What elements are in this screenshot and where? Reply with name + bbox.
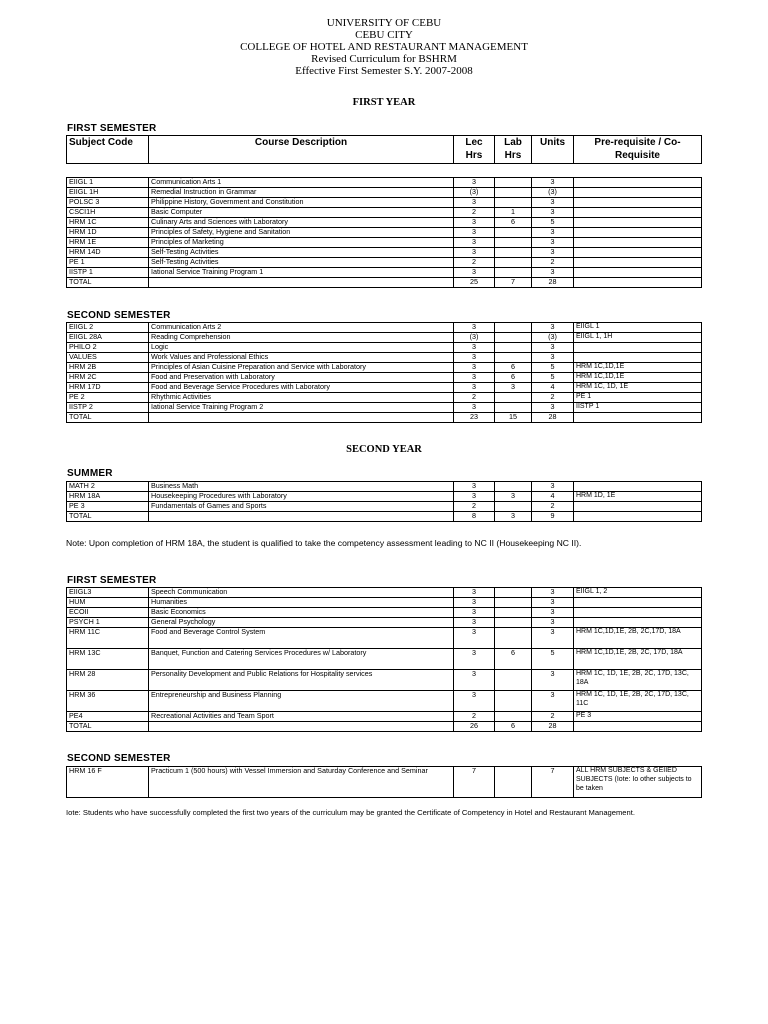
cell-lec-hrs: (3) [454, 188, 495, 198]
table-row [67, 373, 702, 383]
city-name: CEBU CITY [355, 29, 413, 41]
table-row [67, 383, 702, 393]
cell-course-description: Business Math [149, 482, 454, 492]
cell-units: 5 [532, 649, 574, 670]
table-row [67, 767, 702, 798]
cell-lab-hrs [495, 618, 532, 628]
cell-units: 3 [532, 588, 574, 598]
cell-prerequisite [574, 188, 702, 198]
cell-units: 3 [532, 228, 574, 238]
cell-lec-hrs: 8 [454, 512, 495, 522]
total-row [67, 512, 702, 522]
cell-prerequisite [574, 598, 702, 608]
cell-course-description: Basic Computer [149, 208, 454, 218]
curriculum-title: Revised Curriculum for BSHRM [311, 53, 457, 65]
cell-course-description: Rhythmic Activities [149, 393, 454, 403]
cell-course-description: Principles of Safety, Hygiene and Sanitation [149, 228, 454, 238]
cell-subject-code: PE4 [67, 712, 149, 722]
table-row [67, 248, 702, 258]
cell-prerequisite [574, 512, 702, 522]
cell-prerequisite [574, 722, 702, 732]
cell-prerequisite [574, 238, 702, 248]
y2-first-semester-table [66, 587, 702, 732]
cell-units: 3 [532, 343, 574, 353]
cell-subject-code: EIIGL 2 [67, 323, 149, 333]
cell-units: 3 [532, 198, 574, 208]
cell-prerequisite [574, 343, 702, 353]
cell-course-description: Entrepreneurship and Business Planning [149, 691, 454, 712]
cell-lab-hrs [495, 268, 532, 278]
cell-course-description: Self-Testing Activities [149, 258, 454, 268]
table-row [67, 628, 702, 649]
cell-units: 2 [532, 502, 574, 512]
cell-subject-code: PE 2 [67, 393, 149, 403]
cell-units: 3 [532, 323, 574, 333]
cell-course-description: Practicum 1 (500 hours) with Vessel Immersion and Saturday Conference and Seminar [149, 767, 454, 798]
cell-lab-hrs: 7 [495, 278, 532, 288]
cell-course-description: Logic [149, 343, 454, 353]
cell-course-description: Philippine History, Government and Constitution [149, 198, 454, 208]
cell-lec-hrs: 3 [454, 323, 495, 333]
col-lec-hrs: Lec Hrs [454, 136, 495, 164]
cell-subject-code: EIIGL 28A [67, 333, 149, 343]
cell-subject-code: TOTAL [67, 512, 149, 522]
cell-units: 28 [532, 278, 574, 288]
cell-lec-hrs: 3 [454, 598, 495, 608]
cell-lec-hrs: 7 [454, 767, 495, 798]
cell-subject-code: VALUES [67, 353, 149, 363]
cell-units: 3 [532, 238, 574, 248]
cell-units: 3 [532, 248, 574, 258]
cell-units: 3 [532, 482, 574, 492]
cell-course-description [149, 413, 454, 423]
cell-lab-hrs: 15 [495, 413, 532, 423]
cell-lab-hrs [495, 333, 532, 343]
cell-prerequisite: HRM 1D, 1E [574, 492, 702, 502]
cell-prerequisite [574, 178, 702, 188]
cell-prerequisite [574, 618, 702, 628]
cell-lec-hrs: 3 [454, 248, 495, 258]
cell-lab-hrs [495, 188, 532, 198]
summer-title: SUMMER [67, 468, 113, 479]
table-row [67, 258, 702, 268]
cell-lec-hrs: 3 [454, 238, 495, 248]
cell-units: 3 [532, 618, 574, 628]
cell-prerequisite [574, 258, 702, 268]
cell-lab-hrs: 6 [495, 218, 532, 228]
y1-first-semester-title: FIRST SEMESTER [67, 123, 157, 134]
cell-course-description: Speech Communication [149, 588, 454, 598]
cell-subject-code: HRM 16 F [67, 767, 149, 798]
cell-prerequisite: HRM 1C, 1D, 1E [574, 383, 702, 393]
y1-first-semester-table [66, 177, 702, 288]
cell-lab-hrs [495, 482, 532, 492]
cell-lab-hrs [495, 608, 532, 618]
total-row [67, 278, 702, 288]
table-row [67, 502, 702, 512]
cell-prerequisite [574, 218, 702, 228]
cell-lab-hrs [495, 323, 532, 333]
cell-lec-hrs: 3 [454, 383, 495, 393]
cell-lab-hrs [495, 502, 532, 512]
cell-course-description [149, 722, 454, 732]
table-row [67, 333, 702, 343]
cell-units: 3 [532, 628, 574, 649]
cell-lec-hrs: 3 [454, 588, 495, 598]
cell-subject-code: TOTAL [67, 278, 149, 288]
cell-subject-code: HUM [67, 598, 149, 608]
cell-lab-hrs: 3 [495, 492, 532, 502]
cell-lec-hrs: 3 [454, 198, 495, 208]
cell-subject-code: HRM 14D [67, 248, 149, 258]
cell-subject-code: ECOII [67, 608, 149, 618]
cell-lab-hrs: 3 [495, 512, 532, 522]
cell-lab-hrs [495, 248, 532, 258]
cell-prerequisite [574, 208, 702, 218]
cell-lab-hrs: 6 [495, 722, 532, 732]
cell-lab-hrs [495, 258, 532, 268]
cell-course-description: Food and Beverage Service Procedures with Laboratory [149, 383, 454, 393]
cell-lab-hrs [495, 198, 532, 208]
cell-units: 5 [532, 218, 574, 228]
table-row [67, 670, 702, 691]
cell-lab-hrs: 6 [495, 373, 532, 383]
cell-subject-code: HRM 28 [67, 670, 149, 691]
cell-prerequisite [574, 248, 702, 258]
cell-units: 3 [532, 691, 574, 712]
y1-second-semester-title: SECOND SEMESTER [67, 310, 171, 321]
cell-subject-code: TOTAL [67, 722, 149, 732]
cell-prerequisite [574, 278, 702, 288]
cell-course-description: Self-Testing Activities [149, 248, 454, 258]
y1-first-semester-header [66, 135, 702, 164]
cell-subject-code: MATH 2 [67, 482, 149, 492]
cell-course-description: Iational Service Training Program 1 [149, 268, 454, 278]
cell-lec-hrs: 3 [454, 618, 495, 628]
cell-units: 5 [532, 373, 574, 383]
cell-lec-hrs: 3 [454, 492, 495, 502]
cell-subject-code: HRM 1E [67, 238, 149, 248]
cell-subject-code: TOTAL [67, 413, 149, 423]
cell-lec-hrs: 23 [454, 413, 495, 423]
table-row [67, 323, 702, 333]
cell-lec-hrs: 2 [454, 393, 495, 403]
cell-subject-code: HRM 13C [67, 649, 149, 670]
cell-lab-hrs [495, 238, 532, 248]
total-row [67, 413, 702, 423]
cell-lab-hrs [495, 691, 532, 712]
cell-subject-code: HRM 36 [67, 691, 149, 712]
certificate-note: Iote: Students who have successfully completed the first two years of the curriculum may be granted the Certificate of Competency in Hotel and Restaurant Management. [66, 808, 635, 817]
total-row [67, 722, 702, 732]
cell-lab-hrs [495, 228, 532, 238]
table-row [67, 691, 702, 712]
cell-prerequisite [574, 413, 702, 423]
cell-lab-hrs [495, 767, 532, 798]
cell-prerequisite: HRM 1C,1D,1E, 2B, 2C, 17D, 18A [574, 649, 702, 670]
cell-course-description [149, 512, 454, 522]
cell-prerequisite: HRM 1C,1D,1E [574, 363, 702, 373]
cell-units: 3 [532, 268, 574, 278]
cell-prerequisite [574, 502, 702, 512]
cell-prerequisite: HRM 1C,1D,1E [574, 373, 702, 383]
table-row [67, 343, 702, 353]
cell-lec-hrs: 3 [454, 691, 495, 712]
cell-lec-hrs: 3 [454, 649, 495, 670]
cell-lec-hrs: 3 [454, 482, 495, 492]
y2-first-semester-title: FIRST SEMESTER [67, 575, 157, 586]
cell-lab-hrs [495, 353, 532, 363]
cell-lab-hrs: 6 [495, 649, 532, 670]
cell-prerequisite: HRM 1C,1D,1E, 2B, 2C,17D, 18A [574, 628, 702, 649]
table-row [67, 588, 702, 598]
cell-units: 2 [532, 393, 574, 403]
cell-subject-code: HRM 1D [67, 228, 149, 238]
y2-second-semester-table [66, 766, 702, 798]
cell-units: (3) [532, 333, 574, 343]
cell-course-description: Housekeeping Procedures with Laboratory [149, 492, 454, 502]
cell-course-description: Communication Arts 1 [149, 178, 454, 188]
cell-lec-hrs: 3 [454, 228, 495, 238]
col-course-description: Course Description [149, 136, 454, 164]
cell-units: 2 [532, 712, 574, 722]
cell-subject-code: HRM 2B [67, 363, 149, 373]
cell-units: 3 [532, 608, 574, 618]
cell-prerequisite [574, 198, 702, 208]
cell-lec-hrs: 3 [454, 218, 495, 228]
cell-prerequisite [574, 228, 702, 238]
cell-lec-hrs: 2 [454, 258, 495, 268]
effective-date: Effective First Semester S.Y. 2007-2008 [295, 65, 473, 77]
cell-units: 28 [532, 413, 574, 423]
cell-lec-hrs: 26 [454, 722, 495, 732]
cell-course-description: Iational Service Training Program 2 [149, 403, 454, 413]
cell-subject-code: HRM 18A [67, 492, 149, 502]
cell-subject-code: HRM 11C [67, 628, 149, 649]
table-row [67, 178, 702, 188]
cell-course-description: Work Values and Professional Ethics [149, 353, 454, 363]
table-row [67, 403, 702, 413]
cell-units: 3 [532, 208, 574, 218]
col-subject-code: Subject Code [67, 136, 149, 164]
cell-units: 28 [532, 722, 574, 732]
cell-subject-code: EIIGL3 [67, 588, 149, 598]
cell-course-description: Communication Arts 2 [149, 323, 454, 333]
y2-second-semester-title: SECOND SEMESTER [67, 753, 171, 764]
cell-subject-code: IISTP 1 [67, 268, 149, 278]
cell-lab-hrs [495, 178, 532, 188]
cell-course-description: General Psychology [149, 618, 454, 628]
university-name: UNIVERSITY OF CEBU [326, 17, 442, 29]
table-row [67, 353, 702, 363]
col-lab-hrs: Lab Hrs [495, 136, 532, 164]
cell-lec-hrs: 2 [454, 502, 495, 512]
table-row [67, 228, 702, 238]
cell-prerequisite [574, 482, 702, 492]
cell-prerequisite: EIIGL 1, 2 [574, 588, 702, 598]
cell-prerequisite: HRM 1C, 1D, 1E, 2B, 2C, 17D, 13C, 18A [574, 670, 702, 691]
table-row [67, 712, 702, 722]
cell-lec-hrs: 25 [454, 278, 495, 288]
cell-lec-hrs: 3 [454, 353, 495, 363]
table-row [67, 649, 702, 670]
cell-subject-code: PSYCH 1 [67, 618, 149, 628]
cell-subject-code: EIIGL 1 [67, 178, 149, 188]
y1-second-semester-table [66, 322, 702, 423]
col-units: Units [532, 136, 574, 164]
cell-prerequisite: PE 3 [574, 712, 702, 722]
table-row [67, 363, 702, 373]
first-year-title: FIRST YEAR [352, 97, 416, 108]
table-row [67, 492, 702, 502]
nc2-note: Note: Upon completion of HRM 18A, the student is qualified to take the competency assessment leading to NC II (Housekeeping NC II). [66, 538, 582, 548]
cell-units: 3 [532, 178, 574, 188]
cell-lec-hrs: 3 [454, 608, 495, 618]
table-row [67, 482, 702, 492]
cell-lab-hrs: 3 [495, 383, 532, 393]
cell-lab-hrs [495, 588, 532, 598]
col-prerequisite: Pre-requisite / Co-Requisite [574, 136, 702, 164]
table-row [67, 598, 702, 608]
cell-units: 3 [532, 353, 574, 363]
cell-units: (3) [532, 188, 574, 198]
table-row [67, 198, 702, 208]
cell-subject-code: IISTP 2 [67, 403, 149, 413]
cell-subject-code: HRM 2C [67, 373, 149, 383]
cell-prerequisite [574, 268, 702, 278]
cell-lec-hrs: 3 [454, 373, 495, 383]
cell-course-description: Food and Beverage Control System [149, 628, 454, 649]
cell-lec-hrs: 2 [454, 712, 495, 722]
table-row [67, 618, 702, 628]
table-row [67, 188, 702, 198]
cell-prerequisite: IISTP 1 [574, 403, 702, 413]
cell-subject-code: PHILO 2 [67, 343, 149, 353]
cell-units: 3 [532, 598, 574, 608]
table-row [67, 208, 702, 218]
cell-units: 9 [532, 512, 574, 522]
cell-lab-hrs [495, 403, 532, 413]
cell-lab-hrs [495, 712, 532, 722]
cell-subject-code: EIIGL 1H [67, 188, 149, 198]
cell-lec-hrs: 2 [454, 208, 495, 218]
cell-prerequisite [574, 353, 702, 363]
table-row [67, 608, 702, 618]
cell-course-description: Humanities [149, 598, 454, 608]
college-name: COLLEGE OF HOTEL AND RESTAURANT MANAGEMENT [240, 41, 528, 53]
cell-prerequisite: EIIGL 1, 1H [574, 333, 702, 343]
cell-subject-code: HRM 1C [67, 218, 149, 228]
cell-course-description: Fundamentals of Games and Sports [149, 502, 454, 512]
cell-subject-code: PE 1 [67, 258, 149, 268]
summer-table [66, 481, 702, 522]
cell-lab-hrs [495, 628, 532, 649]
cell-course-description: Personality Development and Public Relations for Hospitality services [149, 670, 454, 691]
cell-units: 4 [532, 383, 574, 393]
cell-lec-hrs: 3 [454, 363, 495, 373]
cell-lec-hrs: (3) [454, 333, 495, 343]
cell-lec-hrs: 3 [454, 628, 495, 649]
cell-units: 7 [532, 767, 574, 798]
second-year-title: SECOND YEAR [346, 444, 422, 455]
cell-course-description: Principles of Asian Cuisine Preparation and Service with Laboratory [149, 363, 454, 373]
cell-lab-hrs: 1 [495, 208, 532, 218]
cell-course-description: Principles of Marketing [149, 238, 454, 248]
cell-lec-hrs: 3 [454, 403, 495, 413]
cell-units: 5 [532, 363, 574, 373]
cell-course-description: Recreational Activities and Team Sport [149, 712, 454, 722]
cell-course-description: Reading Comprehension [149, 333, 454, 343]
document-header [0, 17, 768, 77]
cell-prerequisite: HRM 1C, 1D, 1E, 2B, 2C, 17D, 13C, 11C [574, 691, 702, 712]
table-row [67, 238, 702, 248]
cell-course-description: Remedial Instruction in Grammar [149, 188, 454, 198]
cell-units: 3 [532, 403, 574, 413]
cell-prerequisite [574, 608, 702, 618]
table-row [67, 268, 702, 278]
cell-subject-code: POLSC 3 [67, 198, 149, 208]
cell-lab-hrs: 6 [495, 363, 532, 373]
cell-lec-hrs: 3 [454, 670, 495, 691]
cell-lec-hrs: 3 [454, 268, 495, 278]
cell-course-description [149, 278, 454, 288]
table-row [67, 218, 702, 228]
cell-subject-code: PE 3 [67, 502, 149, 512]
cell-prerequisite: ALL HRM SUBJECTS & GEIIED SUBJECTS (Iote: Io other subjects to be taken [574, 767, 702, 798]
table-row [67, 393, 702, 403]
cell-course-description: Banquet, Function and Catering Services Procedures w/ Laboratory [149, 649, 454, 670]
cell-subject-code: CSCI1H [67, 208, 149, 218]
cell-units: 2 [532, 258, 574, 268]
cell-course-description: Basic Economics [149, 608, 454, 618]
cell-course-description: Culinary Arts and Sciences with Laboratory [149, 218, 454, 228]
cell-lec-hrs: 3 [454, 343, 495, 353]
cell-units: 4 [532, 492, 574, 502]
cell-prerequisite: EIIGL 1 [574, 323, 702, 333]
cell-units: 3 [532, 670, 574, 691]
cell-lab-hrs [495, 343, 532, 353]
cell-subject-code: HRM 17D [67, 383, 149, 393]
cell-lab-hrs [495, 598, 532, 608]
cell-lab-hrs [495, 670, 532, 691]
cell-course-description: Food and Preservation with Laboratory [149, 373, 454, 383]
cell-lec-hrs: 3 [454, 178, 495, 188]
cell-lab-hrs [495, 393, 532, 403]
cell-prerequisite: PE 1 [574, 393, 702, 403]
